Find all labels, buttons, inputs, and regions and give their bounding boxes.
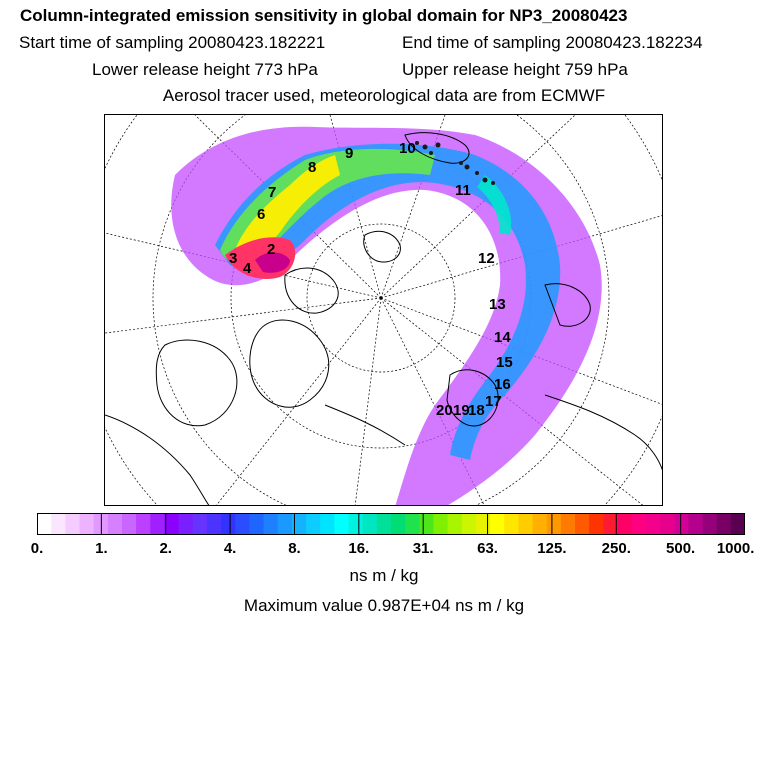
colorbar-swatch	[674, 513, 689, 535]
trajectory-label: 13	[489, 296, 506, 313]
colorbar-swatch	[405, 513, 420, 535]
tracer-info: Aerosol tracer used, meteorological data are from ECMWF	[162, 86, 606, 105]
colorbar-swatch	[150, 513, 165, 535]
colorbar-swatch	[533, 513, 548, 535]
colorbar-swatch	[504, 513, 519, 535]
trajectory-label: 2	[267, 241, 276, 258]
colorbar-swatch	[646, 513, 661, 535]
colorbar-swatch	[618, 513, 633, 535]
map-canvas	[105, 115, 663, 506]
colorbar-tick-label: 250.	[601, 540, 631, 557]
colorbar-swatch	[419, 513, 434, 535]
colorbar-swatch	[179, 513, 194, 535]
colorbar-swatch	[207, 513, 222, 535]
trajectory-label: 15	[496, 354, 513, 371]
colorbar-swatch	[249, 513, 264, 535]
colorbar-swatch	[703, 513, 718, 535]
trajectory-label: 12	[478, 250, 495, 267]
colorbar-tick-label: 8.	[288, 540, 301, 557]
colorbar-tick-label: 63.	[477, 540, 498, 557]
colorbar-swatch	[221, 513, 236, 535]
colorbar-tick-label: 1000.	[716, 540, 755, 557]
trajectory-label: 18	[468, 402, 485, 419]
colorbar-swatch	[575, 513, 590, 535]
colorbar-ticks	[0, 540, 768, 560]
colorbar-swatch	[547, 513, 562, 535]
trajectory-label: 16	[494, 376, 511, 393]
end-time-label: End time of sampling 20080423.182234	[402, 33, 703, 52]
colorbar-swatch	[476, 513, 491, 535]
colorbar-swatch	[561, 513, 576, 535]
trajectory-label: 17	[485, 393, 502, 410]
colorbar-swatch	[688, 513, 703, 535]
colorbar-swatch	[264, 513, 279, 535]
colorbar-swatch	[433, 513, 448, 535]
colorbar-swatch	[278, 513, 293, 535]
colorbar-tick-label: 16.	[348, 540, 370, 557]
trajectory-label: 14	[494, 329, 511, 346]
colorbar-swatch	[136, 513, 151, 535]
colorbar-swatch	[65, 513, 80, 535]
colorbar-swatch	[108, 513, 123, 535]
colorbar-swatch	[51, 513, 66, 535]
colorbar-swatch	[717, 513, 732, 535]
colorbar-swatch	[731, 513, 745, 535]
colorbar-swatch	[448, 513, 463, 535]
colorbar-swatch	[391, 513, 406, 535]
colorbar-swatch	[490, 513, 505, 535]
trajectory-label: 20	[436, 402, 453, 419]
colorbar-tick-label: 4.	[223, 540, 237, 557]
trajectory-label: 8	[308, 159, 317, 176]
colorbar-tick-label: 0.	[30, 540, 44, 557]
colorbar-tick-label: 125.	[537, 540, 567, 557]
start-time-label: Start time of sampling 20080423.182221	[19, 33, 326, 52]
plot-title: Column-integrated emission sensitivity in global domain for NP3_20080423	[20, 6, 628, 25]
colorbar-swatch	[37, 513, 52, 535]
colorbar-swatch	[589, 513, 604, 535]
trajectory-label: 19	[453, 402, 470, 419]
colorbar-units: ns m / kg	[349, 566, 419, 585]
trajectory-label: 3	[229, 250, 238, 267]
colorbar-swatch	[122, 513, 137, 535]
colorbar-swatch	[518, 513, 533, 535]
trajectory-label: 10	[399, 140, 416, 157]
colorbar-tick-label: 1.	[95, 540, 108, 557]
trajectory-label: 7	[268, 184, 277, 201]
colorbar-tick-label: 2.	[159, 540, 172, 557]
colorbar-swatch	[349, 513, 364, 535]
colorbar-swatch	[377, 513, 392, 535]
colorbar-swatch	[164, 513, 179, 535]
trajectory-label: 4	[243, 260, 252, 277]
colorbar-swatch	[363, 513, 378, 535]
colorbar-swatch	[235, 513, 250, 535]
colorbar-swatch	[462, 513, 477, 535]
colorbar-swatch	[79, 513, 94, 535]
maximum-value: Maximum value 0.987E+04 ns m / kg	[243, 596, 525, 615]
upper-release-height: Upper release height 759 hPa	[402, 60, 628, 79]
colorbar-tick-label: 500.	[666, 540, 696, 557]
colorbar-swatch	[320, 513, 335, 535]
lower-release-height: Lower release height 773 hPa	[92, 60, 318, 79]
trajectory-label: 11	[455, 182, 471, 199]
trajectory-label: 9	[345, 145, 354, 162]
colorbar-swatch	[306, 513, 321, 535]
colorbar	[37, 513, 745, 535]
trajectory-label: 6	[257, 206, 266, 223]
colorbar-swatch	[632, 513, 647, 535]
colorbar-tick-label: 31.	[412, 540, 434, 557]
sensitivity-plume	[171, 127, 601, 506]
colorbar-swatch	[334, 513, 349, 535]
colorbar-swatch	[193, 513, 208, 535]
colorbar-swatch	[660, 513, 675, 535]
emission-sensitivity-map	[104, 114, 663, 506]
